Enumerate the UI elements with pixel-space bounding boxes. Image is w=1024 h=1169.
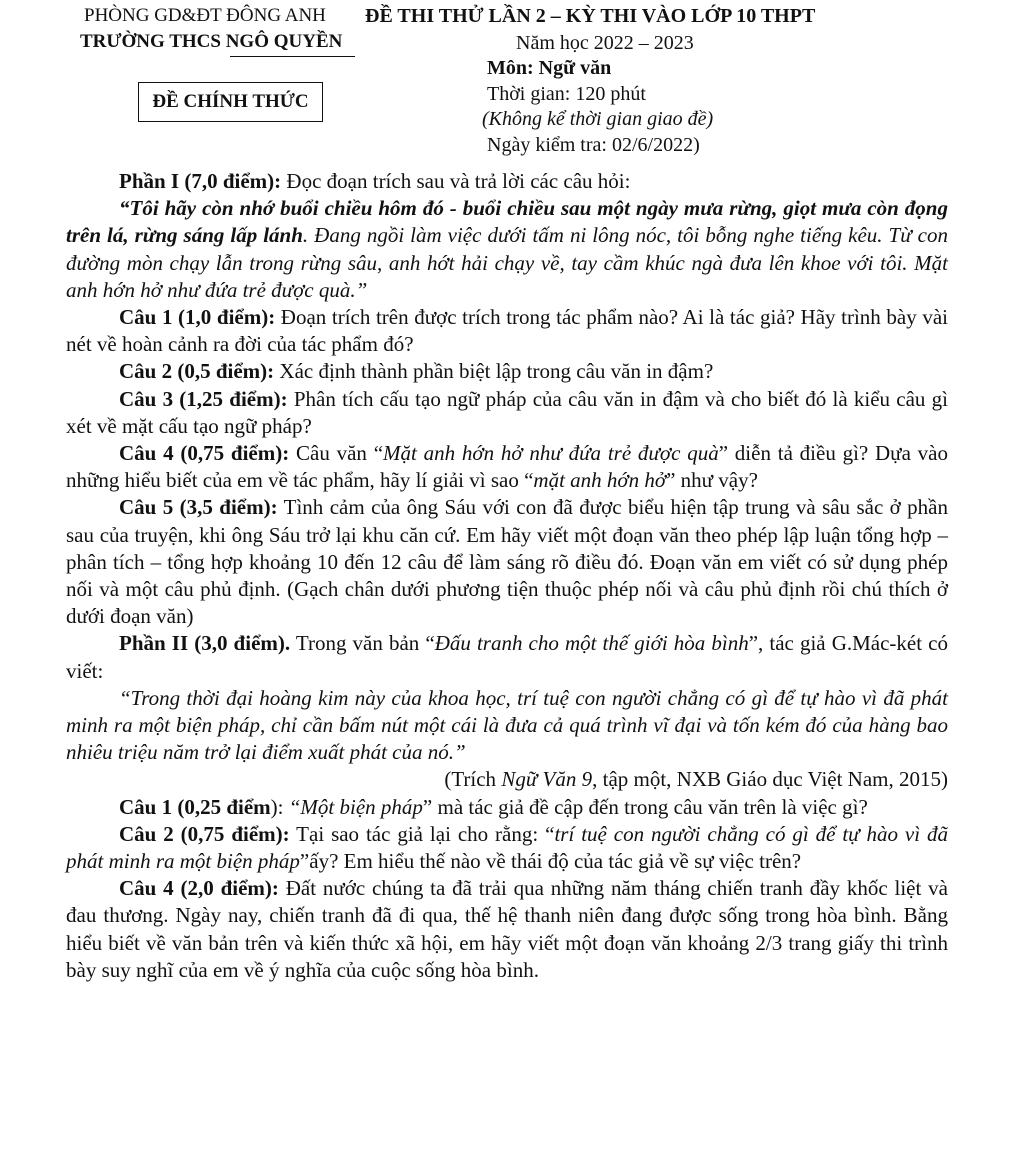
official-label: ĐỀ CHÍNH THỨC [152,91,309,112]
part1-question-2: Câu 2 (0,5 điểm): Xác định thành phần biệt lập trong câu văn in đậm? [119,359,714,384]
part2-question-4: Câu 4 (2,0 điểm): Đất nước chúng ta đã trải qua những năm tháng chiến tranh đầy khốc liệt và đau thương. Ngày nay, chiến tranh đã đi qua, thế hệ thanh niên đang được sống trong hòa bình. Bằng hiểu biết về văn bản trên và kiến thức xã hội, em hãy viết một đoạn văn khoảng 2/3 trang giấy thi trình bày suy nghĩ của em về ý nghĩa của cuộc sống hòa bình. [66,876,948,982]
duration: Thời gian: 120 phút [487,83,646,105]
part1-question-3: Câu 3 (1,25 điểm): Phân tích cấu tạo ngữ pháp của câu văn in đậm và cho biết đó là kiểu câu gì xét về mặt cấu tạo ngữ pháp? [66,386,948,438]
part1-heading: Phần I (7,0 điểm): [119,169,282,193]
part2-question-1: Câu 1 (0,25 điểm): “Một biện pháp” mà tác giả đề cập đến trong câu văn trên là việc gì? [119,794,868,819]
part1-intro: Phần I (7,0 điểm): Đọc đoạn trích sau và trả lời các câu hỏi: [119,169,631,193]
part1-question-5: Câu 5 (3,5 điểm): Tình cảm của ông Sáu với con đã được biểu hiện tập trung và sâu sắc ở phần sau của truyện, khi ông Sáu trở lại khu căn cứ. Em hãy viết một đoạn văn theo phép lập luận tổng hợp – phân tích – tổng hợp khoảng 10 đến 12 câu để làm sáng rõ điều đó. Đoạn văn em viết có sử dụng phép nối và một câu phủ định. (Gạch chân dưới phương tiện thuộc phép nối và câu phủ định rồi chú thích ở dưới đoạn văn) [66,495,949,629]
part1-question-1: Câu 1 (1,0 điểm): Đoạn trích trên được trích trong tác phẩm nào? Ai là tác giả? Hãy trình bày vài nét về hoàn cảnh ra đời của tác phẩm đó? [66,305,948,357]
part2-heading: Phần II (3,0 điểm). [119,631,291,656]
exam-body [66,168,948,984]
exam-date: Ngày kiểm tra: 02/6/2022) [487,134,700,156]
duration-note: (Không kể thời gian giao đề) [482,108,714,130]
excerpt-bold-sentence: “Tôi hãy còn nhớ buổi chiều hôm đó - buổi chiều sau một ngày mưa rừng, giọt mưa còn đọng trên lá, rừng sáng lấp lánh [66,196,948,248]
subject: Môn: Ngữ văn [487,57,612,79]
part2-quote: “Trong thời đại hoàng kim này của khoa học, trí tuệ con người chẳng có gì để tự hào vì đã phát minh ra một biện pháp, chỉ cần bấm nút một cái là đưa cả quá trình vĩ đại và tốn kém đó của hàng bao nhiêu triệu năm trở lại điểm xuất phát của nó.” [66,685,948,765]
part1-excerpt: “Tôi hãy còn nhớ buổi chiều hôm đó - buổi chiều sau một ngày mưa rừng, giọt mưa còn đọng trên lá, rừng sáng lấp lánh. Đang ngồi làm việc dưới tấm ni lông nóc, tôi bỗng nghe tiếng kêu. Từ con đường mòn chạy lẫn trong rừng sâu, anh hớt hải chạy về, tay cầm khúc ngà đưa lên khoe với tôi. Mặt anh hớn hở như đứa trẻ được quà.” [66,196,949,302]
exam-title: ĐỀ THI THỬ LẦN 2 – KỲ THI VÀO LỚP 10 THPT [365,5,816,27]
part2-intro: Phần II (3,0 điểm). Trong văn bản “Đấu tranh cho một thế giới hòa bình”, tác giả G.Mác-két có viết: [66,631,948,683]
school-name: TRƯỜNG THCS NGÔ QUYỀN [80,31,343,52]
part1-question-4: Câu 4 (0,75 điểm): Câu văn “Mặt anh hớn hở như đứa trẻ được quà” diễn tả điều gì? Dựa vào những hiểu biết của em về tác phẩm, hãy lí giải vì sao “mặt anh hớn hở” như vậy? [66,441,948,493]
school-year: Năm học 2022 – 2023 [516,32,694,54]
official-label-box [138,82,323,122]
department-name: PHÒNG GD&ĐT ĐÔNG ANH [84,5,326,26]
school-underline [230,56,355,57]
part2-question-2: Câu 2 (0,75 điểm): Tại sao tác giả lại cho rằng: “trí tuệ con người chẳng có gì để tự hào vì đã phát minh ra một biện pháp”ấy? Em hiểu thế nào về thái độ của tác giả về sự việc trên? [66,821,948,874]
part2-source: (Trích Ngữ Văn 9, tập một, NXB Giáo dục Việt Nam, 2015) [444,767,948,792]
